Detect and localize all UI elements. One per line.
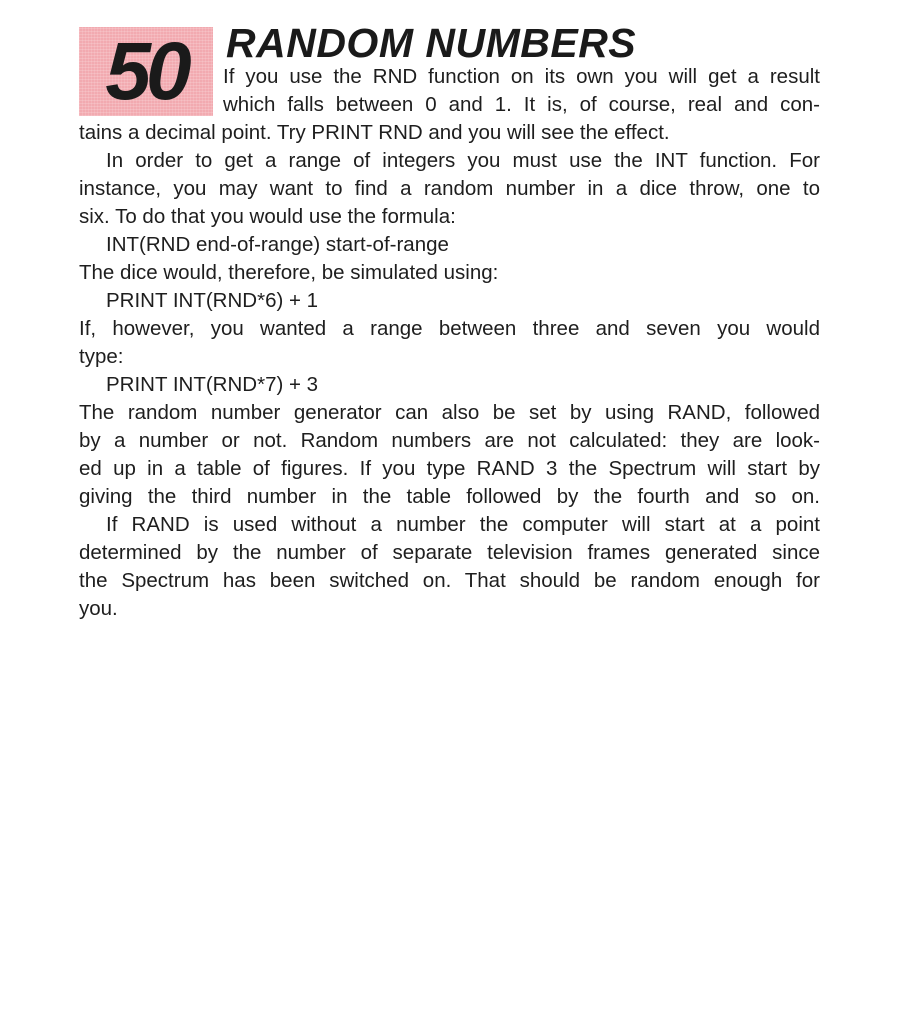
body-text-line: type: [79,345,124,368]
body-text-line: six. To do that you would use the formula: [79,205,456,228]
body-text-line: If you use the RND function on its own you will get a result [223,65,820,88]
body-text-line: which falls between 0 and 1. It is, of course, real and con- [223,93,820,116]
body-text-line: If, however, you wanted a range between three and seven you would [79,317,820,340]
code-line: PRINT INT(RND*6) + 1 [106,289,319,312]
body-text-line: In order to get a range of integers you must use the INT function. For [106,149,820,172]
body-text-line: If RAND is used without a number the computer will start at a point [106,513,820,536]
body-text-line: you. [79,597,118,620]
code-line: INT(RND end-of-range) start-of-range [106,233,449,256]
section-title: RANDOM NUMBERS [226,20,637,66]
code-line: PRINT INT(RND*7) + 3 [106,373,319,396]
body-text-line: the Spectrum has been switched on. That should be random enough for [79,569,820,592]
body-text-line: by a number or not. Random numbers are not calculated: they are look- [79,429,820,452]
body-text-line: determined by the number of separate television frames generated since [79,541,820,564]
body-text-line: The dice would, therefore, be simulated using: [79,261,499,284]
body-text-line: ed up in a table of figures. If you type RAND 3 the Spectrum will start by [79,457,820,480]
body-text-line: instance, you may want to find a random number in a dice throw, one to [79,177,820,200]
section-number-badge [79,27,213,116]
body-text-line: The random number generator can also be set by using RAND, followed [79,401,820,424]
body-text-line: giving the third number in the table followed by the fourth and so on. [79,485,820,508]
body-text-line: tains a decimal point. Try PRINT RND and you will see the effect. [79,121,670,144]
section-number: 50 [105,26,187,117]
